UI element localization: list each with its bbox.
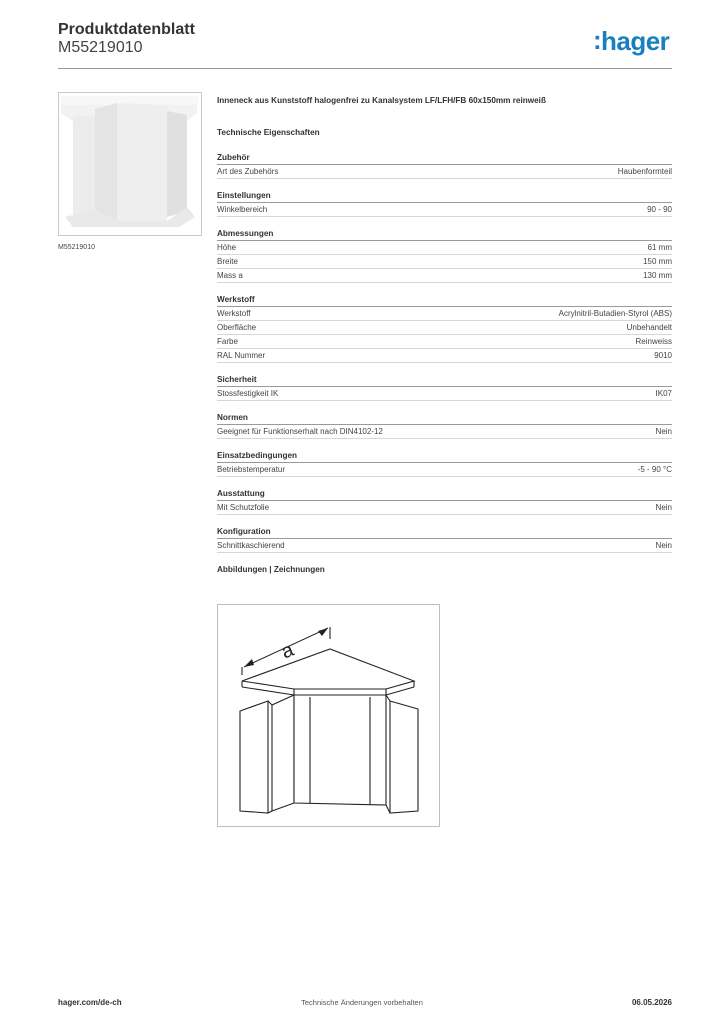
- spec-group: [217, 374, 672, 401]
- spec-value: 61 mm: [647, 243, 672, 252]
- spec-row: [217, 307, 672, 321]
- spec-row: [217, 335, 672, 349]
- spec-label: Schnittkaschierend: [217, 541, 285, 550]
- figures-title: Abbildungen | Zeichnungen: [217, 565, 325, 574]
- spec-row: [217, 255, 672, 269]
- spec-label: RAL Nummer: [217, 351, 266, 360]
- spec-value: 150 mm: [643, 257, 672, 266]
- spec-value: Reinweiss: [635, 337, 672, 346]
- header-title: Produktdatenblatt: [58, 21, 195, 38]
- spec-row: [217, 425, 672, 439]
- spec-value: -5 - 90 °C: [637, 465, 672, 474]
- spec-label: Geeignet für Funktionserhalt nach DIN4102-12: [217, 427, 383, 436]
- spec-label: Art des Zubehörs: [217, 167, 279, 176]
- spec-label: Breite: [217, 257, 238, 266]
- spec-group-title: Abmessungen: [217, 228, 672, 241]
- spec-group: [217, 488, 672, 515]
- spec-group: [217, 526, 672, 553]
- spec-value: Acrylnitril-Butadien-Styrol (ABS): [558, 309, 672, 318]
- spec-row: [217, 321, 672, 335]
- footer-date: 06.05.2026: [631, 998, 672, 1007]
- footer-notice: Technische Änderungen vorbehalten: [301, 998, 423, 1007]
- spec-value: Unbehandelt: [626, 323, 672, 332]
- spec-label: Höhe: [217, 243, 237, 252]
- spec-group-title: Einsatzbedingungen: [217, 450, 672, 463]
- section-title: Technische Eigenschaften: [217, 128, 320, 137]
- spec-group-title: Ausstattung: [217, 488, 672, 501]
- product-photo-icon: [59, 93, 201, 235]
- header-rule: [58, 68, 672, 69]
- spec-value: Nein: [655, 541, 672, 550]
- spec-value: Haubenformteil: [617, 167, 672, 176]
- product-thumbnail: [58, 92, 202, 236]
- spec-group: [217, 190, 672, 217]
- spec-row: [217, 241, 672, 255]
- spec-value: 130 mm: [643, 271, 672, 280]
- spec-group: [217, 450, 672, 477]
- spec-row: [217, 269, 672, 283]
- spec-row: [217, 501, 672, 515]
- hager-logo: [593, 25, 670, 56]
- spec-label: Mass a: [217, 271, 243, 280]
- spec-value: 90 - 90: [647, 205, 672, 214]
- spec-row: [217, 463, 672, 477]
- spec-group-title: Normen: [217, 412, 672, 425]
- spec-row: [217, 349, 672, 363]
- spec-value: IK07: [655, 389, 672, 398]
- spec-group: [217, 294, 672, 363]
- logo-colon-icon: :: [593, 25, 602, 55]
- spec-row: [217, 387, 672, 401]
- article-number: M55219010: [58, 39, 143, 56]
- spec-group-title: Zubehör: [217, 152, 672, 165]
- spec-group: [217, 412, 672, 439]
- spec-label: Stossfestigkeit IK: [217, 389, 279, 398]
- spec-group: [217, 228, 672, 283]
- spec-label: Farbe: [217, 337, 238, 346]
- thumbnail-caption: M55219010: [58, 244, 95, 251]
- spec-row: [217, 539, 672, 553]
- spec-content: [217, 95, 672, 576]
- spec-label: Oberfläche: [217, 323, 257, 332]
- dimension-label-a: a: [278, 638, 297, 664]
- spec-group-title: Einstellungen: [217, 190, 672, 203]
- spec-label: Winkelbereich: [217, 205, 268, 214]
- spec-group-title: Werkstoff: [217, 294, 672, 307]
- spec-label: Werkstoff: [217, 309, 251, 318]
- spec-value: 9010: [654, 351, 672, 360]
- spec-row: [217, 165, 672, 179]
- spec-label: Betriebstemperatur: [217, 465, 286, 474]
- logo-text: hager: [601, 26, 670, 56]
- spec-row: [217, 203, 672, 217]
- product-title: Inneneck aus Kunststoff halogenfrei zu Kanalsystem LF/LFH/FB 60x150mm reinweiß: [217, 96, 546, 105]
- spec-value: Nein: [655, 427, 672, 436]
- spec-group-title: Sicherheit: [217, 374, 672, 387]
- spec-label: Mit Schutzfolie: [217, 503, 270, 512]
- inner-corner-drawing-icon: [218, 605, 439, 826]
- footer-website[interactable]: hager.com/de-ch: [58, 998, 122, 1007]
- spec-group-title: Konfiguration: [217, 526, 672, 539]
- spec-group: [217, 152, 672, 179]
- spec-value: Nein: [655, 503, 672, 512]
- spec-groups: [217, 152, 672, 553]
- technical-drawing: [217, 604, 440, 827]
